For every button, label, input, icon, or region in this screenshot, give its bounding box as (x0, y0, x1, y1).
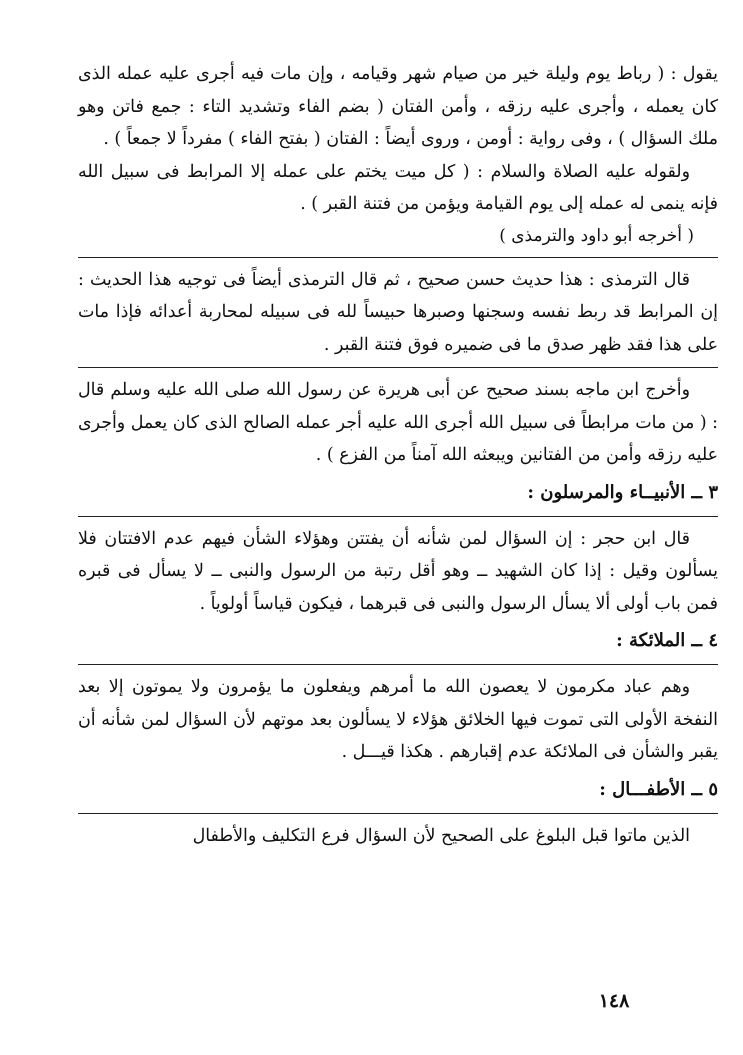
section-heading-angels: ٤ ــ الملائكة : (616, 630, 718, 651)
paragraph-children: الذين ماتوا قبل البلوغ على الصحيح لأن السؤال فرع التكليف والأطفال (192, 825, 690, 846)
paragraph-prophets: قال ابن حجر : إن السؤال لمن شأنه أن يفتتن وهؤلاء الشأن فيهم عدم الافتتان فلا يسألون وقيل : إذا كان الشهيد ــ وهو أقل رتبة من الرسول والنبى ــ لا يسأل فى قبره فمن باب أولى ألا يسأل الرسول والنبى فى قبرهما ، فيكون قياساً أولوياً . (78, 528, 718, 614)
page-body (78, 58, 718, 852)
divider (78, 367, 718, 368)
hadith-citation: ( أخرجه أبو داود والترمذى ) (499, 225, 694, 246)
divider (78, 257, 718, 258)
section-heading-children: ٥ ــ الأطفـــال : (599, 778, 718, 800)
paragraph-ibn-majah-hadith: وأخرج ابن ماجه بسند صحيح عن أبى هريرة عن رسول الله صلى الله عليه وسلم قال : ( من مات مرابطاً فى سبيل الله أجرى الله عليه أجر عمله الصالح الذى كان يعمل وأجرى عليه رزقه وأمن من الفتانين ويبعثه الله آمناً من الفزع ) . (78, 380, 718, 465)
section-heading-prophets: ٣ ــ الأنبيــاء والمرسلون : (527, 481, 718, 503)
divider (78, 516, 718, 517)
page-number: ١٤٨ (598, 990, 630, 1012)
paragraph-ribat-hadith: يقول : ( رباط يوم وليلة خير من صيام شهر وقيامه ، وإن مات فيه أجرى عليه عمله الذى كان يعمله ، وأجرى عليه رزقه ، وأمن الفتان ( بضم الفاء وتشديد التاء : جمع فاتن وهو ملك السؤال ) ، وفى رواية : أومن ، وروى أيضاً : الفتان ( بفتح الفاء ) مفرداً لا جمعاً ) . (78, 64, 718, 149)
paragraph-murabit-hadith: ولقوله عليه الصلاة والسلام : ( كل ميت يختم على عمله إلا المرابط فى سبيل الله فإنه ينمى له عمله إلى يوم القيامة ويؤمن من فتنة القبر ) . (78, 161, 718, 214)
divider (78, 664, 718, 665)
paragraph-angels: وهم عباد مكرمون لا يعصون الله ما أمرهم ويفعلون ما يؤمرون ولا يموتون إلا بعد النفخة الأولى التى تموت فيها الخلائق هؤلاء لا يسألون بعد موتهم لأن السؤال لمن شأنه أن يقبر والشأن فى الملائكة عدم إقبارهم . هكذا قيـــل . (78, 677, 718, 762)
paragraph-tirmidhi-comment: قال الترمذى : هذا حديث حسن صحيح ، ثم قال الترمذى أيضاً فى توجيه هذا الحديث : إن المرابط قد ربط نفسه وسجنها وصبرها حبيساً لله فى سبيله لمحاربة أعدائه فإذا مات على هذا فقد ظهر صدق ما فى ضميره فوق فتنة القبر . (78, 269, 718, 355)
divider (78, 813, 718, 814)
